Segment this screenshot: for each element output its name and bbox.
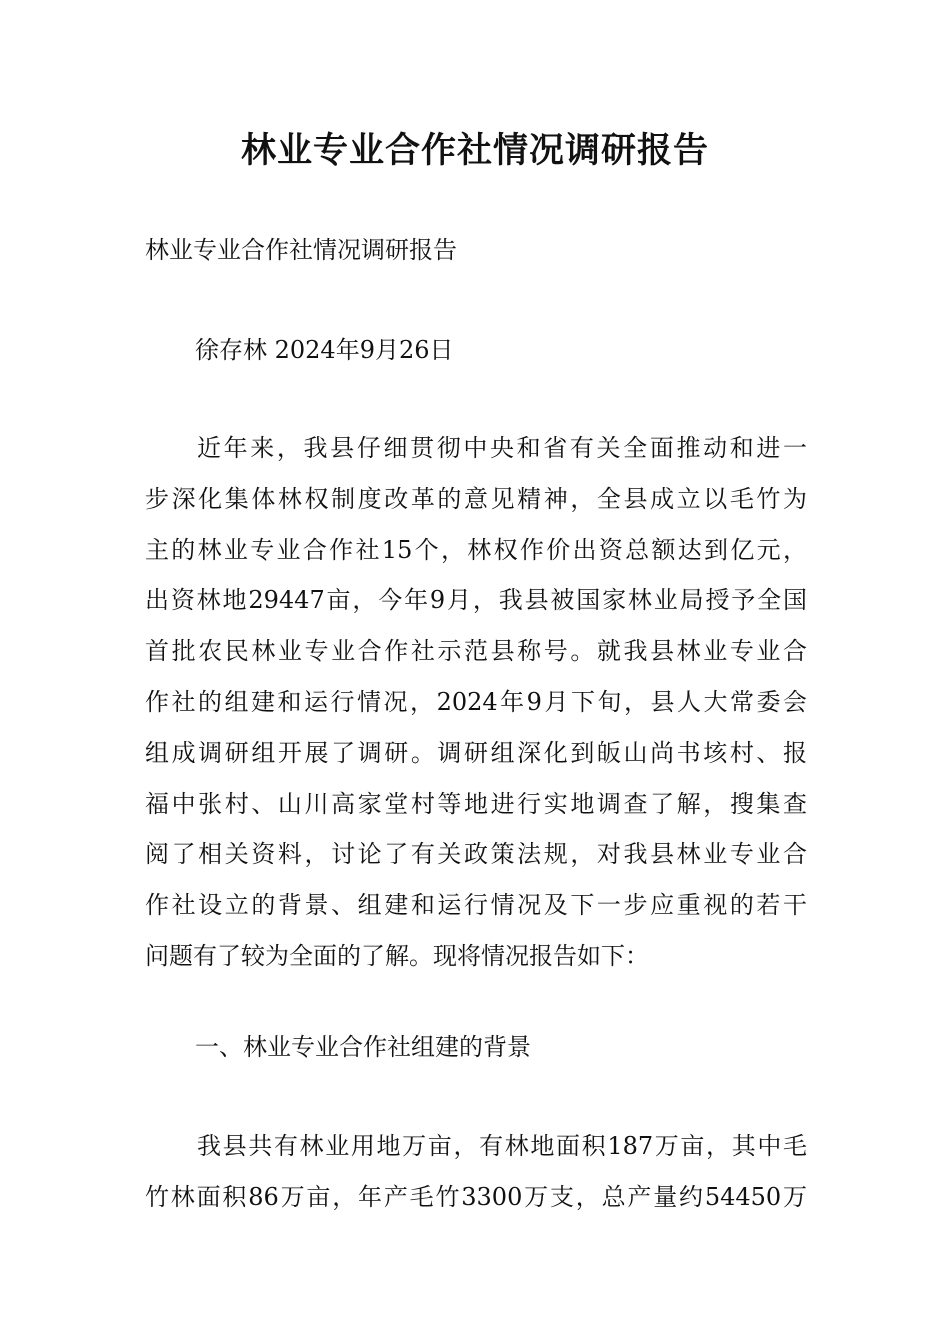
paragraph-line: 作社的组建和运行情况，2024年9月下旬，县人大常委会 bbox=[145, 687, 807, 716]
paragraph-line: 竹林面积86万亩，年产毛竹3300万支，总产量约54450万 bbox=[145, 1182, 807, 1211]
document-title: 林业专业合作社情况调研报告 bbox=[240, 131, 709, 171]
section-heading-1: 一、林业专业合作社组建的背景 bbox=[195, 1033, 531, 1061]
paragraph-line: 主的林业专业合作社15个，林权作价出资总额达到亿元， bbox=[145, 535, 807, 564]
paragraph-line: 步深化集体林权制度改革的意见精神，全县成立以毛竹为 bbox=[145, 484, 807, 513]
paragraph-line: 阅了相关资料，讨论了有关政策法规，对我县林业专业合 bbox=[145, 840, 807, 869]
document-subtitle: 林业专业合作社情况调研报告 bbox=[145, 236, 457, 264]
background-paragraph bbox=[145, 1121, 807, 1223]
paragraph-line: 作社设立的背景、组建和运行情况及下一步应重视的若干 bbox=[145, 891, 807, 920]
paragraph-line: 问题有了较为全面的了解。现将情况报告如下： bbox=[145, 941, 649, 970]
paragraph-line: 首批农民林业专业合作社示范县称号。就我县林业专业合 bbox=[145, 637, 807, 666]
paragraph-line: 福中张村、山川高家堂村等地进行实地调查了解，搜集查 bbox=[145, 789, 807, 818]
author-date-line: 徐存林 2024年9月26日 bbox=[195, 336, 454, 364]
intro-paragraph bbox=[145, 423, 807, 982]
paragraph-line: 近年来，我县仔细贯彻中央和省有关全面推动和进一 bbox=[197, 434, 807, 462]
paragraph-line: 组成调研组开展了调研。调研组深化到皈山尚书垓村、报 bbox=[145, 738, 807, 767]
paragraph-line: 出资林地29447亩，今年9月，我县被国家林业局授予全国 bbox=[145, 586, 807, 615]
paragraph-line: 我县共有林业用地万亩，有林地面积187万亩，其中毛 bbox=[197, 1132, 807, 1160]
